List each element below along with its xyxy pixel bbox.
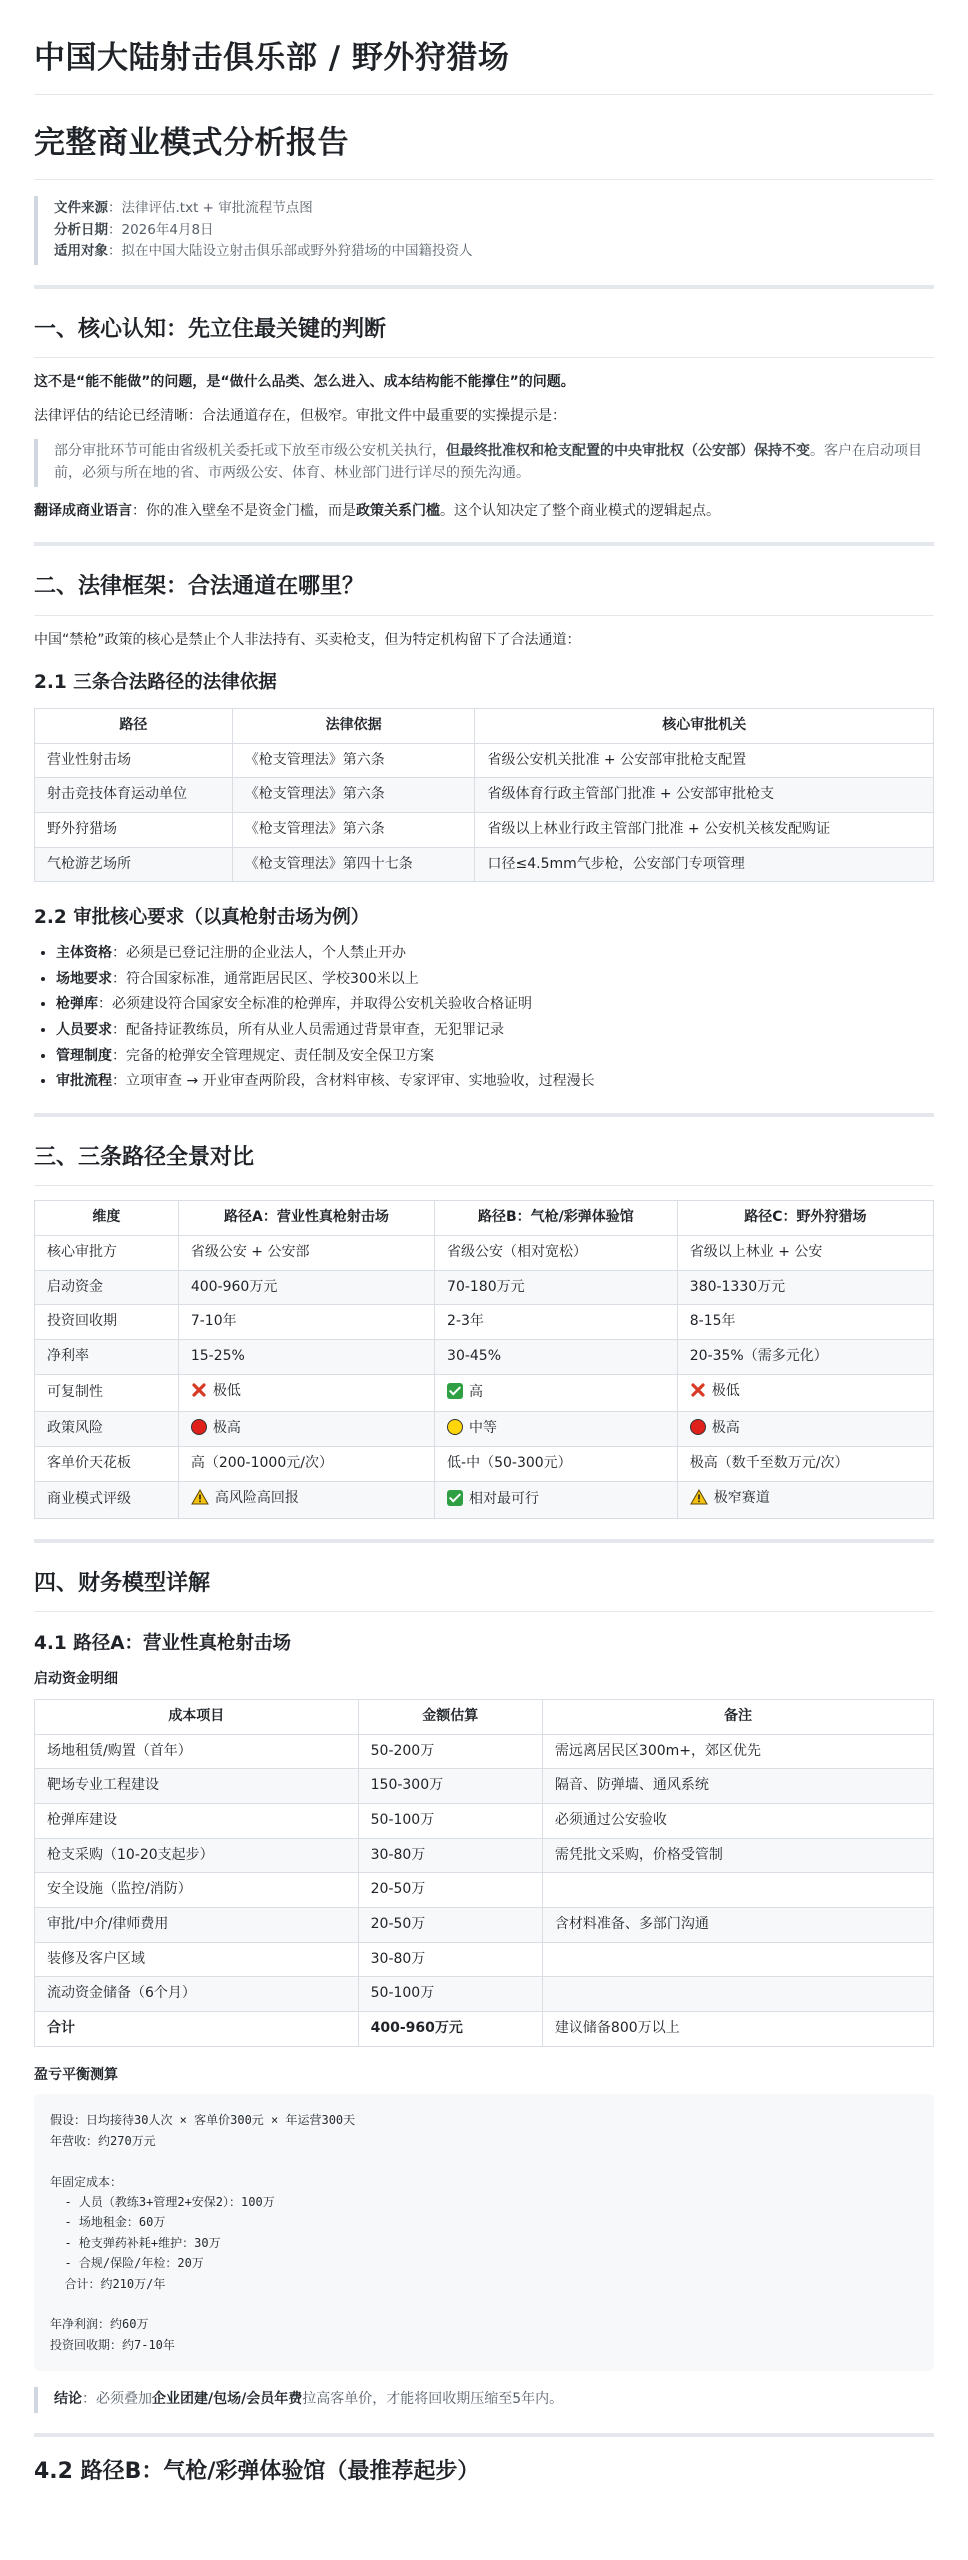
- warning-icon: [191, 1489, 209, 1513]
- table-row: 枪支采购（10-20支起步） 30-80万 需凭批文采购，价格受管制: [35, 1838, 934, 1873]
- table-header: 核心审批机关: [475, 708, 934, 743]
- section-3-heading: 三、三条路径全景对比: [34, 1141, 934, 1186]
- list-item: • 管理制度：完备的枪弹安全管理规定、责任制及安全保卫方案: [56, 1046, 934, 1068]
- table-header: 金额估算: [358, 1699, 542, 1734]
- table-row: 气枪游艺场所 《枪支管理法》第四十七条 口径≤4.5mm气步枪，公安部门专项管理: [35, 847, 934, 882]
- requirements-list: [34, 943, 934, 1093]
- table-header: 路径B：气枪/彩弹体验馆: [435, 1201, 678, 1236]
- legal-paths-table: [34, 708, 934, 882]
- check-icon: [447, 1383, 463, 1399]
- table-row: 装修及客户区域 30-80万: [35, 1942, 934, 1977]
- red-circle-icon: [690, 1419, 706, 1435]
- section-4-heading: 四、财务模型详解: [34, 1567, 934, 1612]
- divider: [34, 285, 934, 289]
- cross-icon: [690, 1382, 706, 1406]
- yellow-circle-icon: [447, 1419, 463, 1435]
- table-row: 场地租赁/购置（首年） 50-200万 需远离居民区300m+，郊区优先: [35, 1734, 934, 1769]
- divider: [34, 1113, 934, 1117]
- list-item: • 枪弹库：必须建设符合国家安全标准的枪弹库，并取得公安机关验收合格证明: [56, 994, 934, 1016]
- table-row: 射击竞技体育运动单位 《枪支管理法》第六条 省级体育行政主管部门批准 + 公安部审批枪支: [35, 778, 934, 813]
- section-1-lead: 这不是“能不能做”的问题，是“做什么品类、怎么进入、成本结构能不能撑住”的问题。: [34, 373, 575, 390]
- table-row: 净利率 15-25% 30-45% 20-35%（需多元化）: [35, 1339, 934, 1374]
- table-header: 路径A：营业性真枪射击场: [178, 1201, 434, 1236]
- table-row: 客单价天花板 高（200-1000元/次） 低-中（50-300元） 极高（数千至数万元/次）: [35, 1447, 934, 1482]
- paths-comparison-table: [34, 1200, 934, 1519]
- section-1-intro: 法律评估的结论已经清晰：合法通道存在，但极窄。审批文件中最重要的实操提示是：: [34, 407, 566, 424]
- table-row: 投资回收期 7-10年 2-3年 8-15年: [35, 1305, 934, 1340]
- table-row: 政策风险 极高 中等 极高: [35, 1412, 934, 1447]
- section-2-heading: 二、法律框架：合法通道在哪里？: [34, 570, 934, 615]
- table-row: 核心审批方 省级公安 + 公安部 省级公安（相对宽松） 省级以上林业 + 公安: [35, 1235, 934, 1270]
- check-icon: [447, 1490, 463, 1506]
- list-item: • 人员要求：配备持证教练员，所有从业人员需通过背景审查，无犯罪记录: [56, 1020, 934, 1042]
- table-header: 成本项目: [35, 1699, 359, 1734]
- business-translation: 翻译成商业语言：你的准入壁垒不是资金门槛，而是政策关系门槛。这个认知决定了整个商业模式的逻辑起点。: [34, 502, 720, 519]
- divider: [34, 1539, 934, 1543]
- table-header: 法律依据: [232, 708, 475, 743]
- section-2-2-heading: 2.2 审批核心要求（以真枪射击场为例）: [34, 907, 370, 929]
- report-title-sub: 完整商业模式分析报告: [34, 115, 934, 180]
- report-meta: [34, 196, 934, 265]
- table-total-row: 合计 400-960万元 建议储备800万以上: [35, 2012, 934, 2047]
- list-item: • 主体资格：必须是已登记注册的企业法人，个人禁止开办: [56, 943, 934, 965]
- table-header: 维度: [35, 1201, 179, 1236]
- meta-date: 分析日期：2026年4月8日: [54, 221, 214, 238]
- section-4-1-heading: 4.1 路径A：营业性真枪射击场: [34, 1633, 292, 1655]
- table-header: 路径: [35, 708, 233, 743]
- breakeven-code-block: 假设：日均接待30人次 × 客单价300元 × 年运营300天 年营收：约270万元 年固定成本： - 人员（教练3+管理2+安保2）：100万 - 场地租金：60万 - 枪支弹药补耗+维护：30万 - 合规/保险/年检：20万 合计：约210万/年 年净利润：约60万 投资回收期：约7-10年: [34, 2094, 934, 2371]
- startup-cost-table: [34, 1699, 934, 2047]
- table-row: 枪弹库建设 50-100万 必须通过公安验收: [35, 1803, 934, 1838]
- list-item: • 场地要求：符合国家标准，通常距居民区、学校300米以上: [56, 969, 934, 991]
- table-row: 流动资金储备（6个月） 50-100万: [35, 1977, 934, 2012]
- breakeven-heading: 盈亏平衡测算: [34, 2066, 118, 2083]
- table-row: 安全设施（监控/消防） 20-50万: [35, 1873, 934, 1908]
- table-row: 审批/中介/律师费用 20-50万 含材料准备、多部门沟通: [35, 1907, 934, 1942]
- table-row: 野外狩猎场 《枪支管理法》第六条 省级以上林业行政主管部门批准 + 公安机关核发配购证: [35, 812, 934, 847]
- startup-cost-heading: 启动资金明细: [34, 1671, 118, 1688]
- meta-source: 文件来源：法律评估.txt + 审批流程节点图: [54, 200, 313, 217]
- warning-icon: [690, 1489, 708, 1513]
- cross-icon: [191, 1382, 207, 1406]
- section-2-intro: 中国“禁枪”政策的核心是禁止个人非法持有、买卖枪支，但为特定机构留下了合法通道：: [34, 631, 581, 648]
- divider: [34, 542, 934, 546]
- table-row: 商业模式评级 高风险高回报 相对最可行 极窄赛道: [35, 1481, 934, 1519]
- table-row: 启动资金 400-960万元 70-180万元 380-1330万元: [35, 1270, 934, 1305]
- section-4-2-heading: 4.2 路径B：气枪/彩弹体验馆（最推荐起步）: [34, 2458, 480, 2484]
- table-row: 营业性射击场 《枪支管理法》第六条 省级公安机关批准 + 公安部审批枪支配置: [35, 743, 934, 778]
- conclusion-quote: 结论：必须叠加企业团建/包场/会员年费拉高客单价，才能将回收期压缩至5年内。: [34, 2387, 934, 2413]
- meta-audience: 适用对象：拟在中国大陆设立射击俱乐部或野外狩猎场的中国籍投资人: [54, 243, 473, 260]
- red-circle-icon: [191, 1419, 207, 1435]
- table-row: 可复制性 极低 高 极低: [35, 1374, 934, 1412]
- table-header: 备注: [542, 1699, 933, 1734]
- table-row: 靶场专业工程建设 150-300万 隔音、防弹墙、通风系统: [35, 1769, 934, 1804]
- divider: [34, 2433, 934, 2437]
- section-1-heading: 一、核心认知：先立住最关键的判断: [34, 313, 934, 358]
- list-item: • 审批流程：立项审查 → 开业审查两阶段，含材料审核、专家评审、实地验收，过程漫长: [56, 1071, 934, 1093]
- approval-quote: 部分审批环节可能由省级机关委托或下放至市级公安机关执行，但最终批准权和枪支配置的中央审批权（公安部）保持不变。客户在启动项目前，必须与所在地的省、市两级公安、体育、林业部门进行详尽的预先沟通。: [34, 439, 934, 486]
- table-header: 路径C：野外狩猎场: [677, 1201, 933, 1236]
- report-title-main: 中国大陆射击俱乐部 / 野外狩猎场: [34, 30, 934, 95]
- section-2-1-heading: 2.1 三条合法路径的法律依据: [34, 672, 277, 694]
